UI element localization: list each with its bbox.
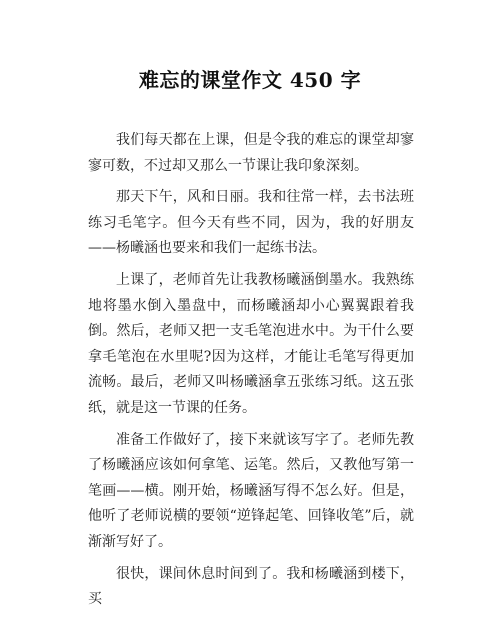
article-body (88, 128, 414, 619)
paragraph: 很快，课间休息时间到了。我和杨曦涵到楼下，买 (88, 565, 414, 608)
paragraph: 我们每天都在上课，但是令我的难忘的课堂却寥寥可数，不过却又那么一节课让我印象深刻。 (88, 132, 414, 174)
paragraph: 上课了，老师首先让我教杨曦涵倒墨水。我熟练地将墨水倒入墨盘中，而杨曦涵却小心翼翼跟着我倒。然后，老师又把一支毛笔泡进水中。为干什么要拿毛笔泡在水里呢?因为这样，才能让毛笔写得更加流畅。最后，老师又叫杨曦涵拿五张练习纸。这五张纸，就是这一节课的任务。 (88, 271, 414, 416)
paragraph: 准备工作做好了，接下来就该写字了。老师先教了杨曦涵应该如何拿笔、运笔。然后，又教他写第一笔画——横。刚开始，杨曦涵写得不怎么好。但是，他听了老师说横的要领“逆锋起笔、回锋收笔”后，就渐渐写好了。 (88, 431, 414, 550)
paragraph: 那天下午，风和日丽。我和往常一样，去书法班练习毛笔字。但今天有些不同，因为，我的好朋友——杨曦涵也要来和我们一起练书法。 (88, 189, 414, 257)
article-title: 难忘的课堂作文 450 字 (138, 68, 362, 92)
